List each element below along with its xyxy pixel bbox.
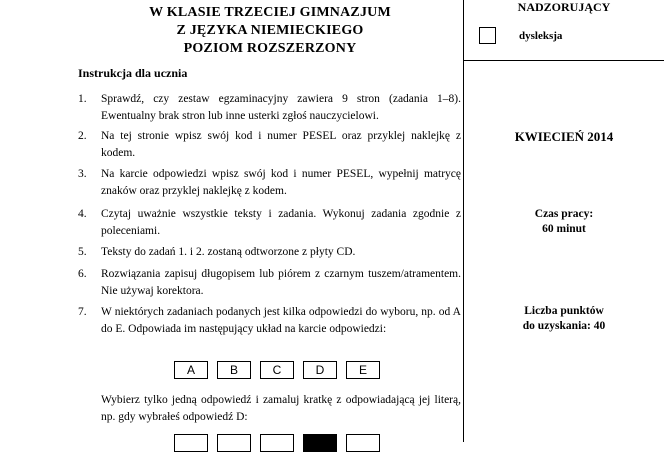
sidebar-divider-top: [463, 60, 664, 61]
answer-box-d: D: [303, 361, 337, 379]
title-line-3: POZIOM ROZSZERZONY: [183, 41, 357, 56]
title-line-1: W KLASIE TRZECIEJ GIMNAZJUM: [149, 5, 391, 20]
instruction-number: 7.: [78, 306, 87, 318]
answer-box-a: A: [174, 361, 208, 379]
instruction-number: 3.: [78, 168, 87, 180]
example-box-b: [217, 434, 251, 452]
instruction-followup-text: Wybierz tylko jedną odpowiedź i zamaluj kratkę z odpowiadającą jej literą, np. gdy wybrałeś odpowiedź D:: [101, 394, 461, 423]
instructions-heading: Instrukcja dla ucznia: [78, 66, 188, 80]
instruction-text: W niektórych zadaniach podanych jest kilka odpowiedzi do wyboru, np. od A do E. Odpowiada im następujący układ na karcie odpowiedzi:: [101, 306, 461, 335]
example-box-d-filled: [303, 434, 337, 452]
instruction-text: Czytaj uważnie wszystkie teksty i zadania. Wykonuj zadania zgodnie z poleceniami.: [101, 208, 461, 237]
instruction-number: 6.: [78, 268, 87, 280]
points-label: Liczba punktów: [524, 305, 604, 317]
instruction-text: Na tej stronie wpisz swój kod i numer PESEL oraz przyklej naklejkę z kodem.: [101, 130, 461, 159]
points-value: do uzyskania: 40: [522, 320, 606, 332]
answer-box-c: C: [260, 361, 294, 379]
time-value: 60 minut: [542, 223, 586, 235]
instruction-number: 4.: [78, 208, 87, 220]
exam-date: KWIECIEŃ 2014: [514, 129, 614, 144]
instruction-text: Na karcie odpowiedzi wpisz swój kod i numer PESEL, wypełnij matrycę znaków oraz przyklej naklejkę z kodem.: [101, 168, 461, 197]
answer-option-boxes: [174, 361, 389, 379]
title-line-2: Z JĘZYKA NIEMIECKIEGO: [176, 23, 364, 38]
supervisor-label: NADZORUJĄCY: [517, 0, 611, 14]
instruction-text: Rozwiązania zapisuj długopisem lub piórem z czarnym tuszem/atramentem. Nie używaj korektora.: [101, 268, 461, 297]
answer-box-b: B: [217, 361, 251, 379]
instruction-text: Teksty do zadań 1. i 2. zostaną odtworzone z płyty CD.: [101, 246, 356, 258]
dyslexia-checkbox[interactable]: [479, 27, 496, 44]
answer-example-boxes: [174, 434, 389, 452]
answer-box-e: E: [346, 361, 380, 379]
instruction-text: Sprawdź, czy zestaw egzaminacyjny zawiera 9 stron (zadania 1–8). Ewentualny brak stron lub inne usterki zgłoś nauczycielowi.: [101, 93, 461, 122]
example-box-c: [260, 434, 294, 452]
example-box-a: [174, 434, 208, 452]
instruction-number: 1.: [78, 93, 87, 105]
time-label: Czas pracy:: [534, 208, 594, 220]
instruction-number: 2.: [78, 130, 87, 142]
instruction-number: 5.: [78, 246, 87, 258]
dyslexia-label: dysleksja: [519, 30, 563, 42]
example-box-e: [346, 434, 380, 452]
